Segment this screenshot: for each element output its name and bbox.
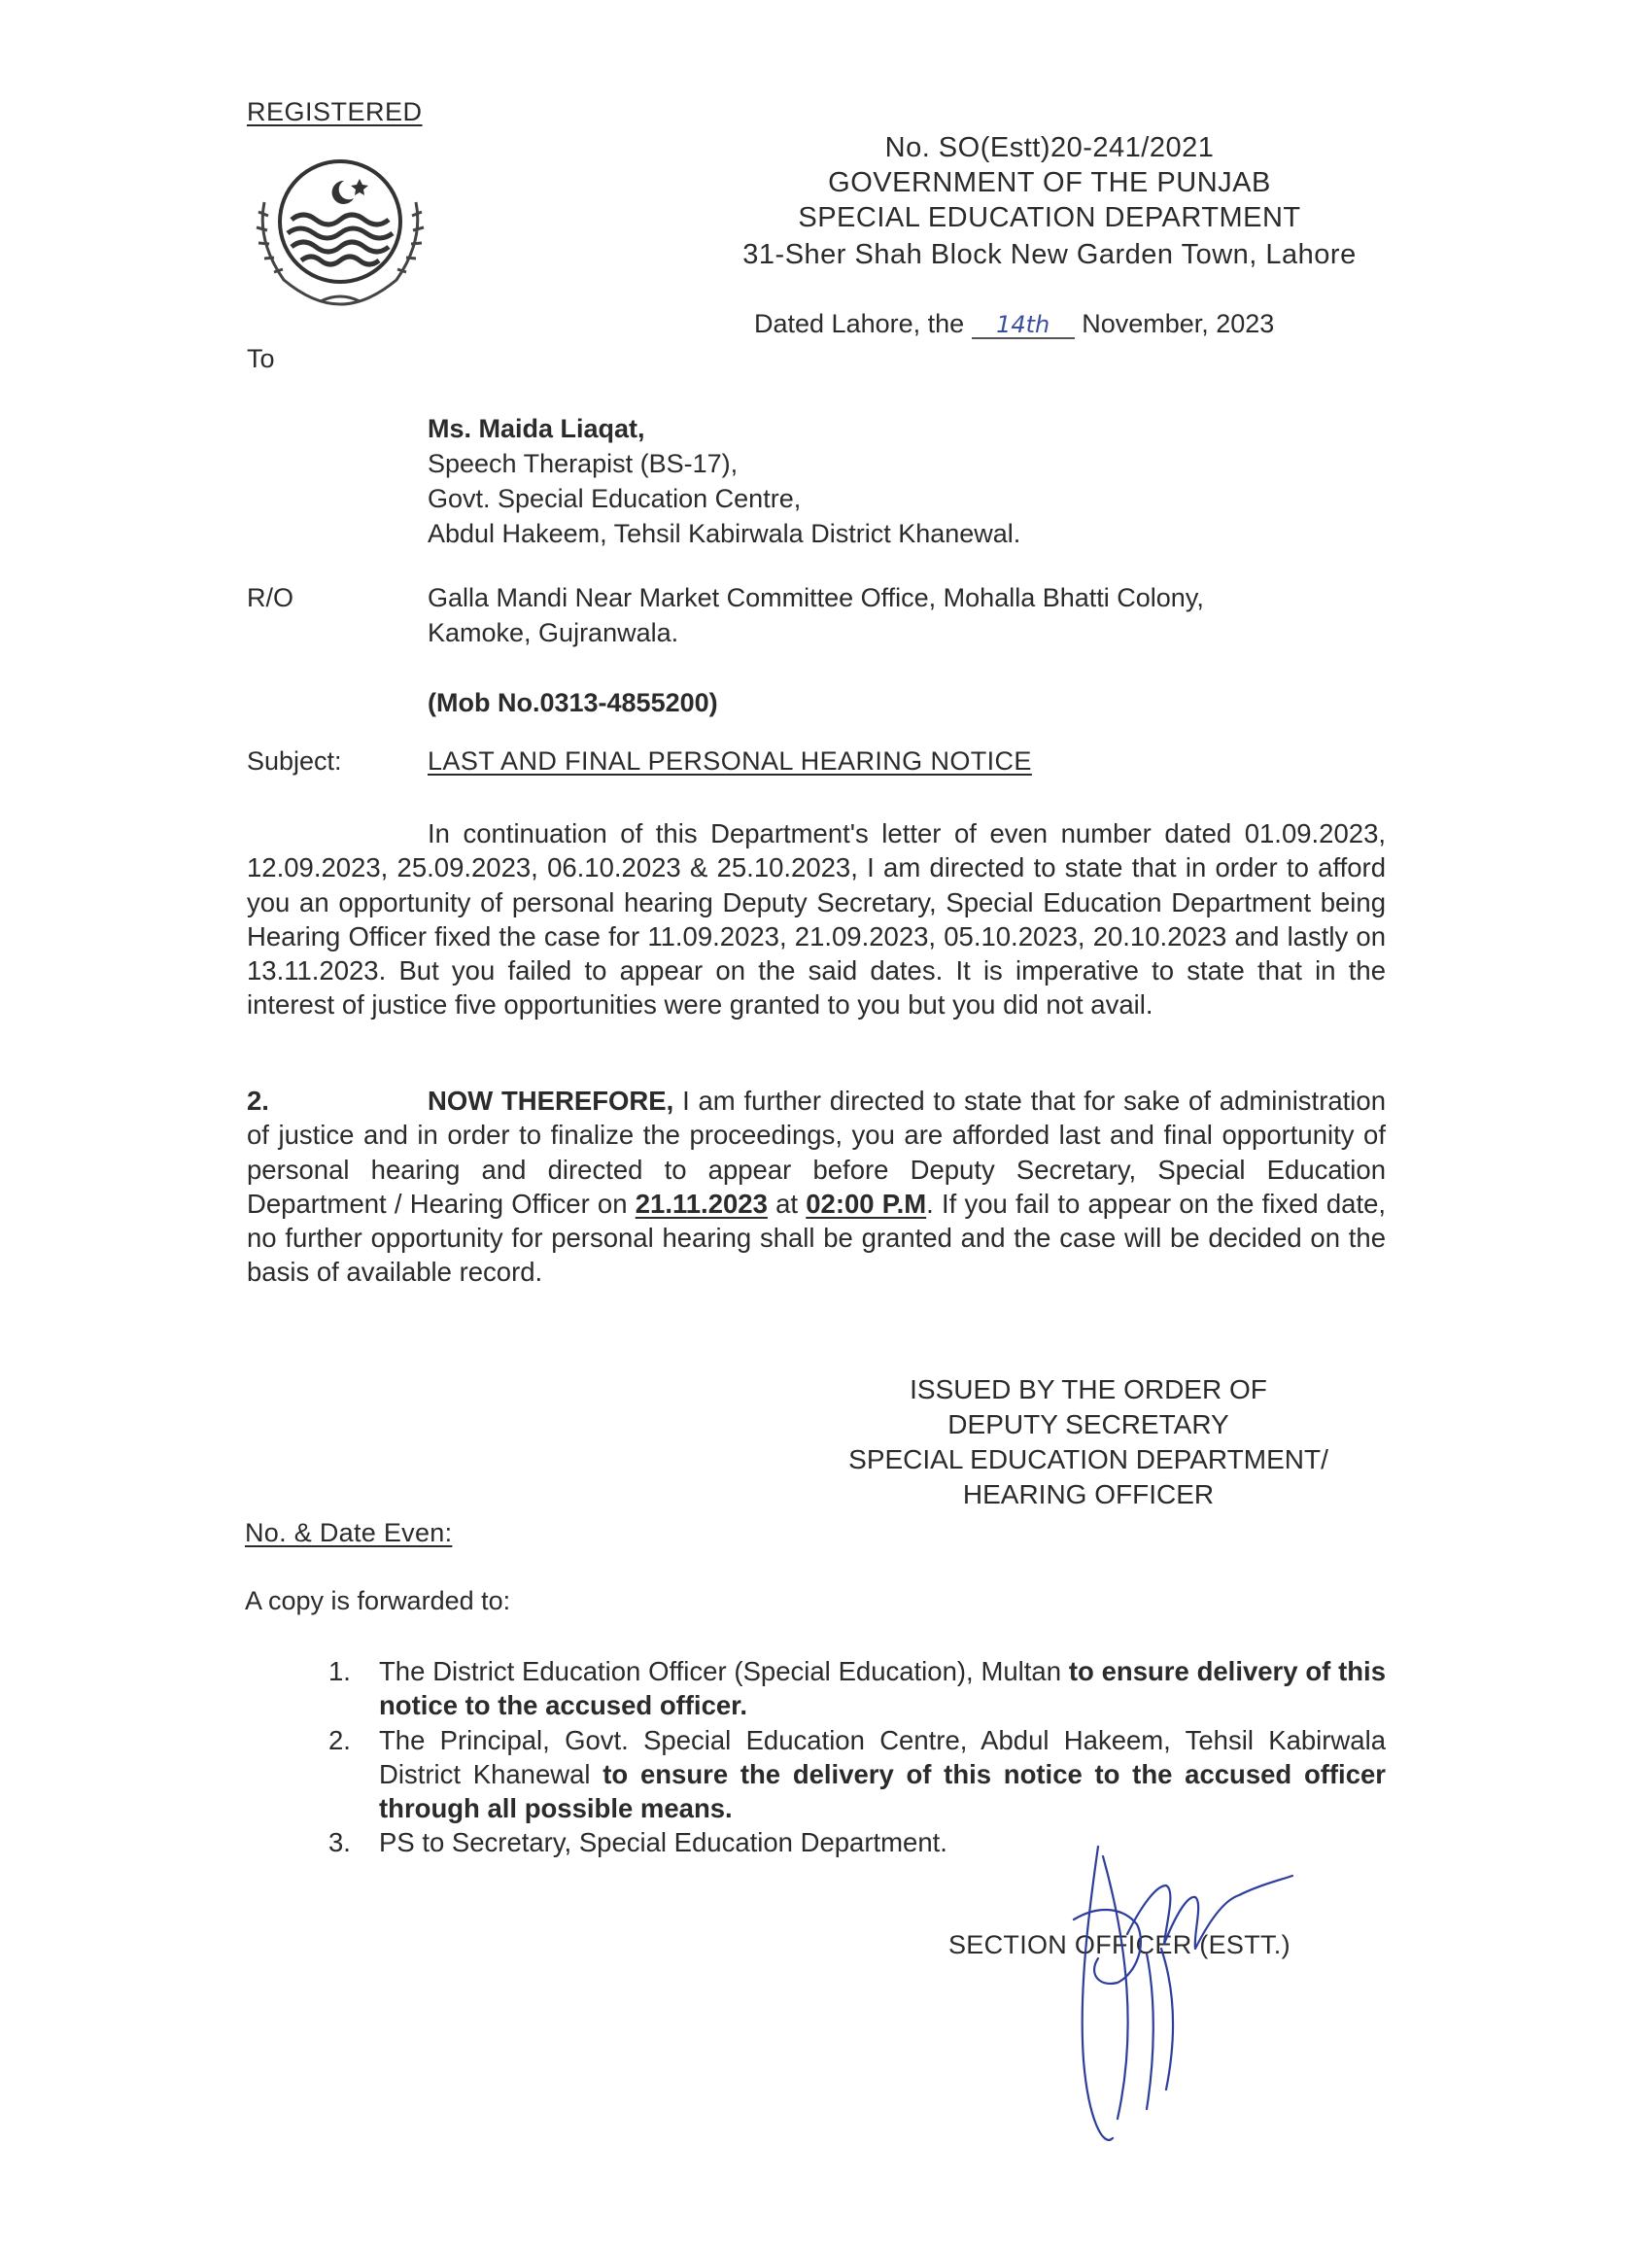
addressee-line: Speech Therapist (BS-17), <box>428 449 739 478</box>
paragraph-2-text-b: . If you fail to appear on the fixed date, no further opportunity for personal hearing shall be granted and the case will be decided on the basis of available record. <box>247 1188 1387 1288</box>
paragraph-2-at: at <box>775 1188 799 1219</box>
government-title: GOVERNMENT OF THE PUNJAB <box>828 167 1271 198</box>
issued-line: ISSUED BY THE ORDER OF <box>910 1374 1267 1404</box>
punjab-government-logo <box>243 144 437 309</box>
dated-day: 14th <box>996 311 1050 338</box>
department-address: 31-Sher Shah Block New Garden Town, Lahore <box>742 239 1357 270</box>
handwritten-signature <box>1030 1827 1322 2158</box>
subject-text: LAST AND FINAL PERSONAL HEARING NOTICE <box>428 746 1032 776</box>
list-item-number: 2. <box>328 1724 351 1755</box>
list-item-text: PS to Secretary, Special Education Department. <box>379 1827 947 1858</box>
subject-label: Subject: <box>247 746 342 776</box>
hearing-time: 02:00 P.M <box>806 1188 927 1219</box>
list-item-emphasis: to ensure the delivery of this notice to the accused officer through all possible means. <box>379 1758 1386 1824</box>
list-item-text: The District Education Officer (Special Education), Multan <box>379 1656 1062 1686</box>
list-item-text: The Principal, Govt. Special Education Centre, Abdul Hakeem, Tehsil Kabirwala District Khanewal <box>379 1724 1386 1789</box>
issued-line: SPECIAL EDUCATION DEPARTMENT/ <box>848 1444 1328 1474</box>
addressee-name: Ms. Maida Liaqat, <box>428 414 645 443</box>
addressee-line: Abdul Hakeem, Tehsil Kabirwala District Khanewal. <box>428 519 1021 548</box>
copy-forwarded-label: A copy is forwarded to: <box>245 1586 511 1615</box>
ro-line: Galla Mandi Near Market Committee Office, Mohalla Bhatti Colony, <box>428 583 1204 612</box>
issued-line: HEARING OFFICER <box>962 1479 1215 1509</box>
issued-line: DEPUTY SECRETARY <box>947 1409 1229 1439</box>
dated-day-blank <box>972 311 1075 339</box>
signatory-designation: SECTION OFFICER (ESTT.) <box>948 1930 1291 1959</box>
addressee-line: Govt. Special Education Centre, <box>428 484 802 513</box>
hearing-date: 21.11.2023 <box>635 1188 768 1219</box>
list-item <box>328 1723 1386 1826</box>
department-title: SPECIAL EDUCATION DEPARTMENT <box>798 202 1301 233</box>
list-item-number: 1. <box>328 1656 351 1686</box>
paragraph-2-number: 2. <box>247 1086 269 1116</box>
paragraph-2 <box>247 1084 1386 1290</box>
mobile-number: (Mob No.0313-4855200) <box>428 688 718 717</box>
list-item <box>328 1654 1386 1723</box>
dated-prefix: Dated Lahore, the <box>754 309 965 338</box>
to-label: To <box>247 344 275 373</box>
registered-label: REGISTERED <box>247 97 423 126</box>
ro-label: R/O <box>247 583 294 612</box>
ro-line: Kamoke, Gujranwala. <box>428 618 679 647</box>
no-date-even: No. & Date Even: <box>245 1518 453 1547</box>
dated-line <box>754 307 1274 341</box>
dated-suffix: November, 2023 <box>1082 309 1275 338</box>
list-item-emphasis: to ensure delivery of this notice to the accused officer. <box>379 1656 1386 1721</box>
paragraph-2-lead: NOW THEREFORE, <box>428 1086 674 1116</box>
reference-number: No. SO(Estt)20-241/2021 <box>884 132 1215 163</box>
paragraph-2-text-a: I am further directed to state that for sake of administration of justice and in order to finalize the proceedings, you are afforded last and final opportunity of personal hearing and directed to appear before Deputy Secretary, Special Education Department / Hearing Officer on <box>247 1086 1386 1219</box>
paragraph-1: In continuation of this Department's letter of even number dated 01.09.2023, 12.09.2023, 25.09.2023, 06.10.2023 & 25.10.2023, I am directed to state that in order to afford you an opportunity of personal hearing Deputy Secretary, Special Education Department being Hearing Officer fixed the case for 11.09.2023, 21.09.2023, 05.10.2023, 20.10.2023 and lastly on 13.11.2023. But you failed to appear on the said dates. It is imperative to state that in the interest of justice five opportunities were granted to you but you did not avail. <box>247 818 1386 1020</box>
list-item-number: 3. <box>328 1827 351 1858</box>
